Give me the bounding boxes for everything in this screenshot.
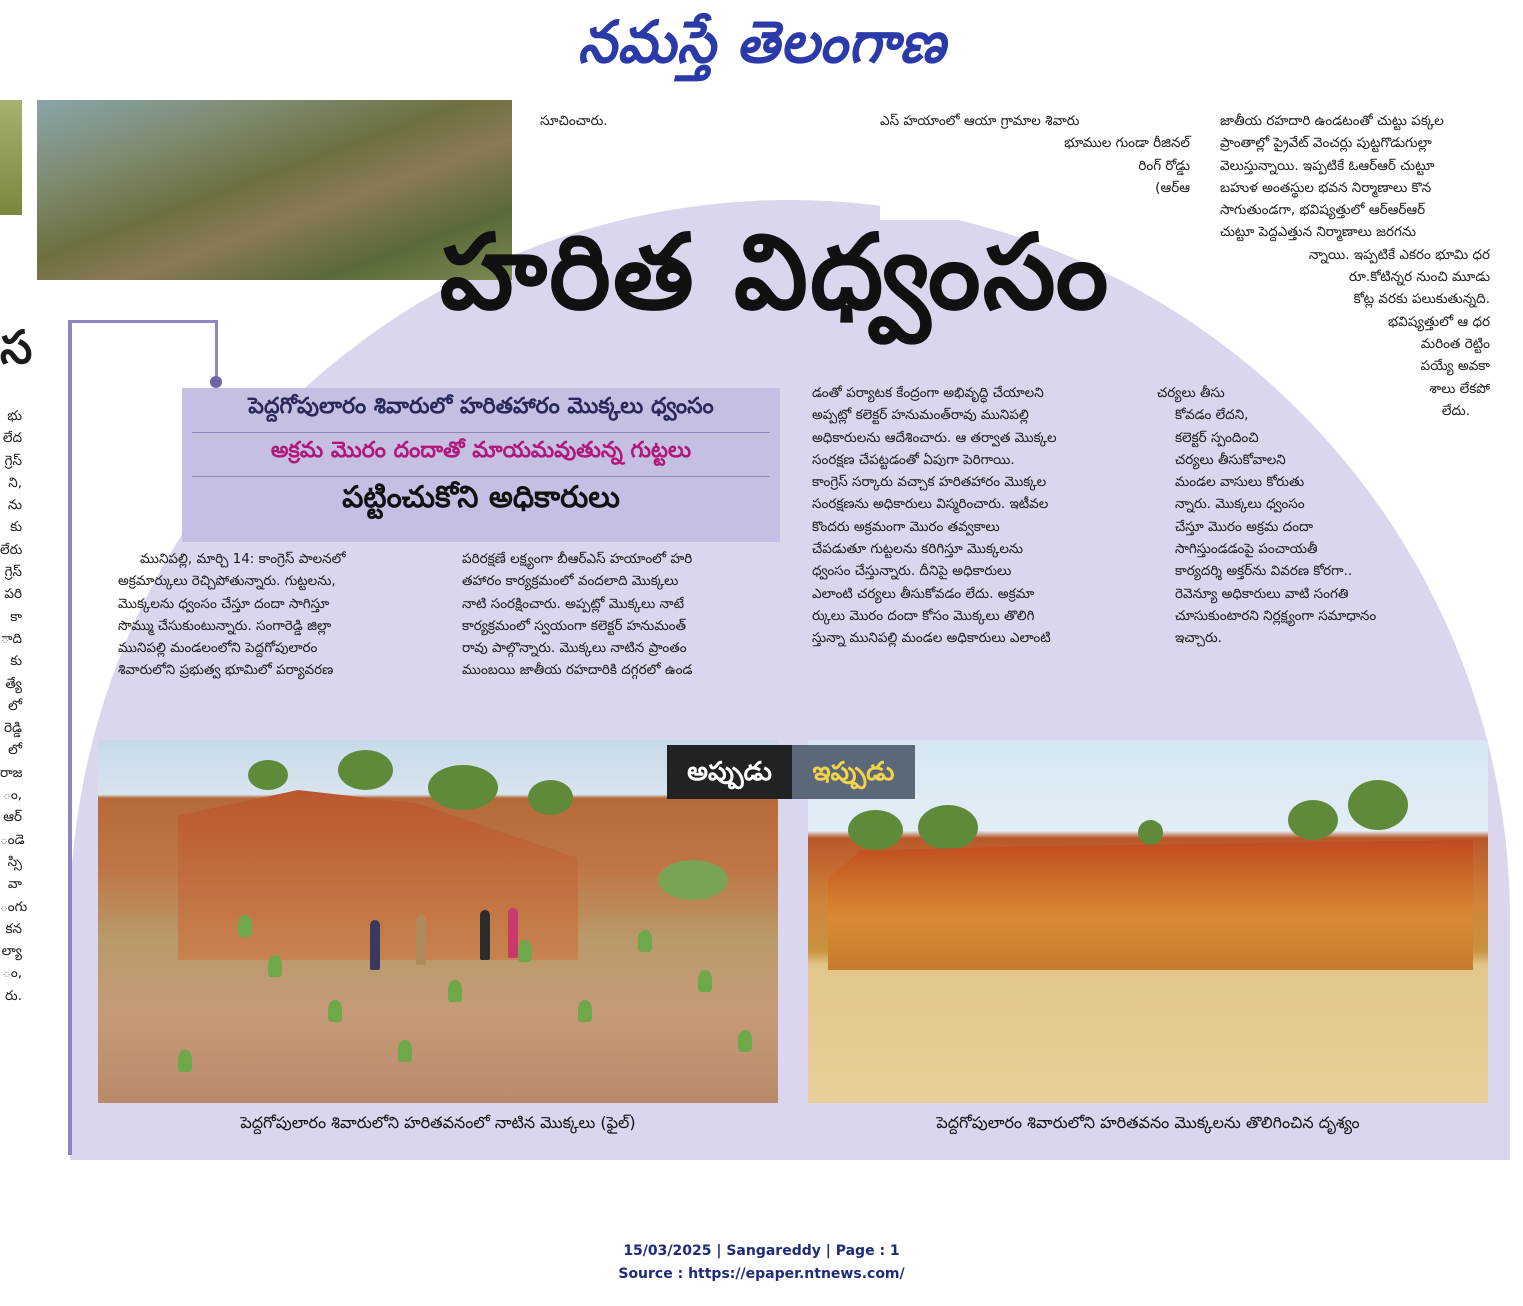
edge-text: లో [8,697,22,714]
tree [428,765,498,810]
pointer-dot [210,376,222,388]
text-line: బహుళ అంతస్థుల భవన నిర్మాణాలు కొన [1220,179,1432,196]
text-line: ప్రాంతాల్లో ప్రైవేట్ వెంచర్లు పుట్టగొడుగుల్లా [1220,135,1432,152]
sapling [178,1050,192,1072]
text-line: ముంబయి జాతీయ రహదారికి దగ్గరలో ఉండ [462,662,693,679]
edge-text: ఆర్ [3,809,22,826]
text-line: రింగ్ రోడ్డు [1138,157,1190,174]
tree [1138,820,1163,845]
divider-rule [68,320,72,1155]
edge-text: ని, [8,474,22,491]
edge-text: భు [7,408,22,424]
edge-text: కు [10,519,22,536]
person [370,920,380,970]
subheadline-box [182,388,780,542]
text-line: కోట్ల వరకు పలుకుతున్నది. [1353,291,1490,308]
edge-text: పరి [4,586,22,603]
edge-text: లేరు [0,541,23,558]
divider-rule [215,320,218,380]
text-line: సూచించారు. [540,113,608,129]
edge-text: లో [8,742,22,759]
text-line: ఎలాంటి చర్యలు తీసుకోవడం లేదు. అక్రమా [812,585,1035,602]
text-line: అప్పట్లో కలెక్టర్ హనుమంత్‌రావు మునిపల్లి [812,407,1029,424]
text-line: మరింత రెట్టిం [1420,335,1490,352]
tree [248,760,288,790]
text-line: కోవడం లేదని, [1175,407,1249,424]
tree [338,750,393,790]
sapling [578,1000,592,1022]
text-line: (ఆర్ఆ [1155,179,1190,196]
divider-rule [192,476,770,477]
edge-text: కన [5,920,22,937]
body-column-2 [462,548,784,682]
divider-rule [68,320,218,323]
text-line: చేస్తూ మొరం అక్రమ దందా [1175,518,1313,535]
text-line: కొందరు అక్రమంగా మొరం తవ్వకాలు [812,518,1000,535]
text-line: మునిపల్లి, మార్చి 14: కాంగ్రెస్ పాలనలో [140,551,346,567]
text-line: చర్యలు తీసు [1157,385,1225,401]
text-line: సంరక్షణ చేపట్టడంతో ఏపుగా పెరిగాయి. [812,451,1015,468]
caption-before: పెద్దగోపులారం శివారులోని హరితవనంలో నాటిన మొక్కలు (ఫైల్) [240,1113,636,1132]
person [508,908,518,958]
person [416,915,426,965]
edge-text: ను [7,497,22,514]
edge-text: స్సి [7,853,22,870]
text-line: కార్యక్రమంలో స్వయంగా కలెక్టర్ హనుమంత్ [462,617,686,634]
person [480,910,490,960]
sapling [238,915,252,937]
text-line: మునిపల్లి మండలంలోని పెద్దగోపులారం [118,640,318,657]
sapling [738,1030,752,1052]
text-line: సాగిస్తుండడంపై పంచాయతీ [1175,541,1318,558]
text-line: శివారులోని ప్రభుత్వ భూమిలో పర్యావరణ [118,662,334,679]
tree [1348,780,1408,830]
edge-column [0,405,28,1007]
text-line: చుట్టూ పెద్దఎత్తున నిర్మాణాలు జరగను [1220,224,1417,241]
text-line: అక్రమార్కులు రెచ్చిపోతున్నారు. గుట్టలను, [118,573,336,590]
text-line: నాటి సంరక్షించారు. అప్పట్లో మొక్కలు నాటే [462,595,684,612]
subheadline-1: పెద్దగోపులారం శివారులో హరితహారం మొక్కలు ధ్వంసం [248,394,714,419]
edge-heading-fragment: స [0,320,33,374]
text-line: రెవెన్యూ అధికారులు వాటి సంగతి [1175,585,1349,602]
text-line: కార్యదర్శి అక్తర్‌ను వివరణ కోరగా.. [1175,563,1353,580]
text-line: లేదు. [1441,402,1470,419]
text-line: న్నారు. మొక్కలు ధ్వంసం [1175,496,1305,513]
edge-text: త్యే [5,675,22,692]
divider-rule [192,432,770,433]
edge-text: గ్రెస్ [4,564,22,581]
label-after: ఇప్పుడు [792,745,915,799]
text-line: వెలుస్తున్నాయి. ఇప్పటికే ఓఆర్ఆర్ చుట్టూ [1220,157,1435,174]
edge-text: ం, [3,965,22,982]
edge-text: ల్యా [1,943,22,960]
masthead-logo: నమస్తే తెలంగాణ [577,8,946,76]
edge-text: రు. [5,987,22,1004]
edge-text: ండె [0,831,25,848]
edge-text: రాజ [0,764,23,781]
edge-text: ంగు [0,898,28,915]
body-column-1 [118,548,440,682]
text-line: జాతీయ రహదారి ఉండటంతో చుట్టు పక్కల [1220,113,1444,129]
text-line: ఇచ్చారు. [1175,630,1222,647]
body-column-4 [1157,382,1442,650]
text-line: డంతో పర్యాటక కేంద్రంగా అభివృద్ధి చేయాలని [812,385,1044,401]
excavated-hill [828,840,1473,970]
sapling [268,955,282,977]
sapling [638,930,652,952]
subheadline-3: పట్టించుకోని అధికారులు [342,480,620,515]
text-line: ర్కులు మొరం దందా కోసం మొక్కలు తొలిగి [812,607,1035,624]
text-line: చర్యలు తీసుకోవాలని [1175,451,1286,468]
label-before: అప్పుడు [667,745,792,799]
text-line: మండల వాసులు కోరుతు [1175,474,1305,491]
text-line: అధికారులను ఆదేశించారు. ఆ తర్వాత మొక్కల [812,429,1057,446]
footer-source-line: Source : https://epaper.ntnews.com/ [618,1266,905,1282]
sapling [698,970,712,992]
top-photo-fragment [0,100,22,215]
footer-date-line: 15/03/2025 | Sangareddy | Page : 1 [623,1243,900,1259]
text-line: స్తున్నా మునిపల్లి మండల అధికారులు ఎలాంటి [812,630,1051,647]
text-line: తహారం కార్యక్రమంలో వందలాది మొక్కలు [462,573,679,590]
edge-text: ం, [3,787,22,804]
text-line: చేపడుతూ గుట్టలను కరిగిస్తూ మొక్కలను [812,541,1024,558]
sapling [518,940,532,962]
text-line: పయ్యే అవకా [1420,358,1490,375]
edge-text: వా [7,876,22,893]
text-line: శాలు లేకపో [1429,380,1490,397]
text-line: సంరక్షణను అధికారులు విస్మరించారు. ఇటీవల [812,496,1049,513]
sapling [328,1000,342,1022]
caption-after: పెద్దగోపులారం శివారులోని హరితవనం మొక్కలను తొలిగించిన దృశ్యం [936,1113,1360,1132]
text-line: పరిరక్షణే లక్ష్యంగా బీఆర్ఎస్ హయాంలో హరి [462,551,693,567]
text-line: కలెక్టర్ స్పందించి [1175,429,1259,446]
top-column-1 [540,100,860,136]
text-line: సాగుతుండగా, భవిష్యత్తులో ఆర్ఆర్ఆర్ [1220,202,1426,219]
masthead [0,0,1523,95]
text-line: రూ.కోటిన్నర నుంచి మూడు [1348,269,1490,286]
sapling [448,980,462,1002]
edge-text: గ్రెస్ [4,452,22,469]
headline: హరిత విధ్వంసం [439,211,1111,333]
text-line: రావు పాల్గొన్నారు. మొక్కలు నాటిన ప్రాంతం [462,640,687,657]
edge-text: ాది [1,630,22,647]
tree [1288,800,1338,840]
text-line: భవిష్యత్తులో ఆ ధర [1388,313,1490,330]
body-column-3 [812,382,1140,650]
text-line: కాంగ్రెస్ సర్కారు వచ్చాక హరితహారం మొక్కల [812,474,1047,491]
edge-text: కా [10,608,22,625]
text-line: సొమ్ము చేసుకుంటున్నారు. సంగారెడ్డి జిల్లా [118,617,332,634]
subheadline-2: అక్రమ మొరం దందాతో మాయమవుతున్న గుట్టలు [270,438,692,463]
text-line: న్నాయి. ఇప్పటికే ఎకరం భూమి ధర [1308,246,1490,263]
top-column-2 [880,100,1200,220]
edge-text: రెడ్డి [4,720,22,737]
text-line: మొక్కలను ధ్వంసం చేస్తూ దందా సాగిస్తూ [118,595,330,612]
tree [918,805,978,850]
tree [848,810,903,850]
text-line: ఎస్ హయాంలో ఆయా గ్రామాల శివారు [880,113,1080,129]
edge-text: లేద [2,430,22,447]
text-line: ధ్వంసం చేస్తున్నారు. దీనిపై అధికారులు [812,563,1012,580]
text-line: భూముల గుండా రీజినల్ [1064,135,1190,152]
text-line: చూసుకుంటారని నిర్లక్ష్యంగా సమాధానం [1175,607,1377,624]
edge-text: కు [10,653,22,670]
sapling [398,1040,412,1062]
tree [528,780,573,815]
tree [658,860,728,900]
